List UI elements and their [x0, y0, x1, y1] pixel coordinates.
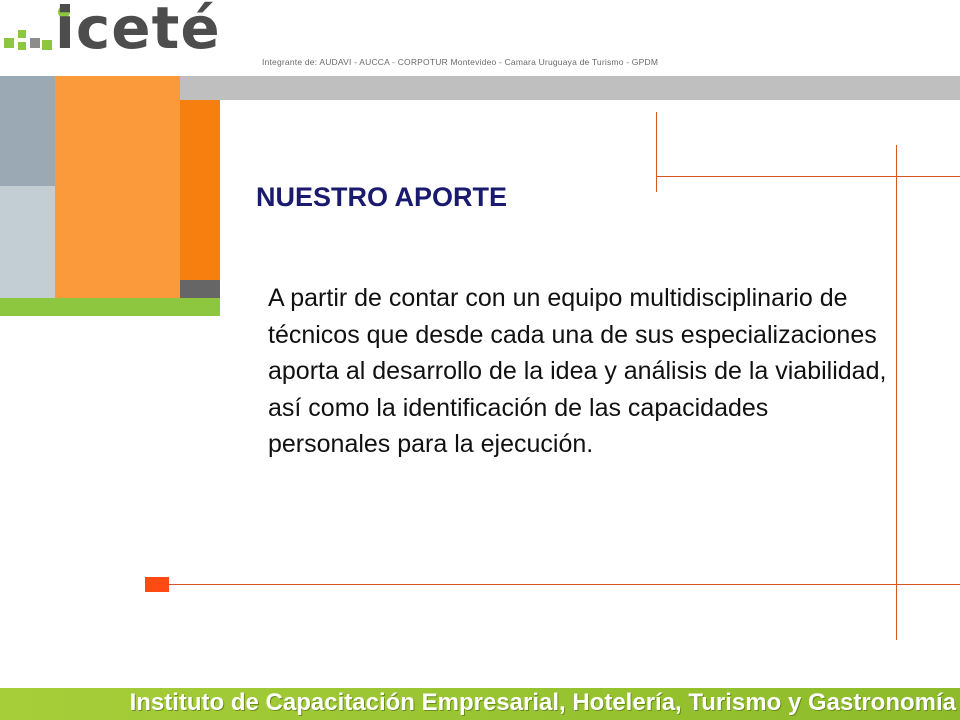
red-square-marker: [145, 577, 169, 592]
grey-band-top: [180, 76, 960, 100]
footer-bar: [0, 688, 960, 720]
logo-wordmark: iceté: [55, 0, 221, 62]
orange-block: [55, 76, 180, 298]
affiliations-tagline: Integrante de: AUDAVI - AUCCA - CORPOTUR Montevideo - Camara Uruguaya de Turismo - GPDM: [262, 57, 659, 67]
logo-square-green-3: [18, 42, 26, 50]
grey-blue-block: [0, 76, 55, 186]
logo-square-grey-1: [30, 38, 40, 48]
slide-title: NUESTRO APORTE: [256, 182, 508, 212]
logo-square-green-1: [4, 38, 14, 48]
red-vertical-line-1: [656, 112, 657, 192]
slide-body-text: A partir de contar con un equipo multidisciplinario de técnicos que desde cada una de sus especializaciones aporta al desarrollo de la idea y análisis de la viabilidad, así como la identificación de las capacidades personales para la ejecución.: [268, 284, 887, 458]
green-strip: [0, 298, 220, 316]
logo-square-green-4: [42, 40, 52, 50]
red-vertical-line-2: [896, 145, 897, 640]
dark-grey-block: [180, 280, 220, 298]
icete-logo: [0, 0, 230, 70]
red-horizontal-line-2: [168, 584, 960, 585]
light-grey-blue-block: [0, 186, 55, 298]
logo-square-green-2: [18, 30, 26, 38]
footer-institute-name: Instituto de Capacitación Empresarial, Hotelería, Turismo y Gastronomía: [129, 689, 956, 716]
red-horizontal-line-1: [656, 176, 960, 177]
dark-orange-block: [180, 100, 220, 280]
